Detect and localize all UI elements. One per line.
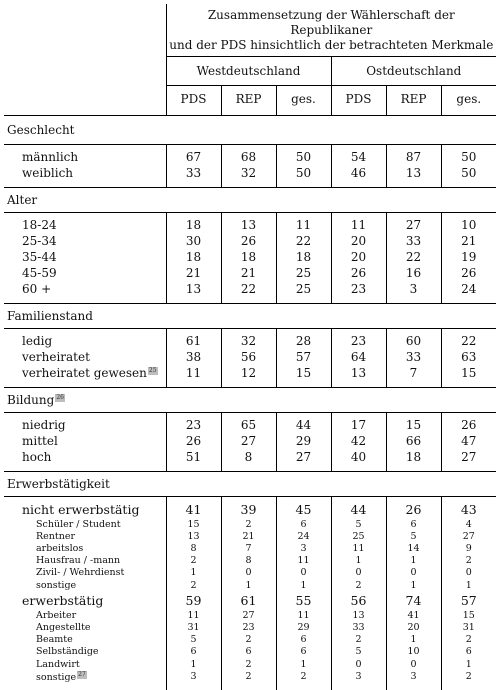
row-label-text: Arbeiter (36, 609, 77, 621)
value-cell: 0 (331, 567, 386, 579)
value-cell: 57 (441, 592, 496, 610)
row-label-text: arbeitslos (36, 542, 84, 554)
value-cell: 2 (441, 555, 496, 567)
value-cell: 43 (441, 501, 496, 519)
value-cell: 2 (221, 634, 276, 646)
table-row (4, 519, 496, 531)
value-cell: 74 (386, 592, 441, 610)
value-cell: 20 (386, 622, 441, 634)
value-cell: 1 (386, 555, 441, 567)
value-cell: 65 (221, 417, 276, 433)
col-west-rep: REP (221, 86, 276, 113)
value-cell: 87 (386, 149, 441, 165)
row-label-text: 35-44 (22, 249, 57, 264)
row-label-text: weiblich (22, 165, 74, 180)
spacer-cell (386, 684, 441, 690)
table-row (4, 580, 496, 592)
value-cell: 23 (166, 417, 221, 433)
row-label (4, 519, 166, 531)
value-cell: 15 (276, 365, 331, 381)
value-cell: 44 (276, 417, 331, 433)
value-cell: 27 (221, 433, 276, 449)
section-spacer (4, 684, 496, 690)
footnote-marker: 25 (148, 366, 157, 374)
section-header-familienstand (4, 303, 496, 328)
value-cell: 8 (221, 555, 276, 567)
value-cell: 27 (386, 217, 441, 233)
value-cell: 10 (386, 646, 441, 658)
value-cell: 26 (441, 265, 496, 281)
value-cell: 27 (441, 531, 496, 543)
value-cell: 24 (276, 531, 331, 543)
row-label (4, 622, 166, 634)
value-cell: 25 (276, 265, 331, 281)
value-cell: 9 (441, 543, 496, 555)
value-cell: 33 (166, 165, 221, 181)
value-cell: 2 (166, 555, 221, 567)
spacer-cell (221, 684, 276, 690)
table-row (4, 610, 496, 622)
value-cell: 5 (331, 646, 386, 658)
row-label-text: verheiratet (22, 349, 90, 364)
table-row (4, 671, 496, 684)
row-label (4, 333, 166, 349)
row-label (4, 433, 166, 449)
value-cell: 7 (386, 365, 441, 381)
value-cell: 64 (331, 349, 386, 365)
value-cell: 6 (166, 646, 221, 658)
region-east: Ostdeutschland (331, 57, 496, 86)
value-cell: 32 (221, 333, 276, 349)
row-label (4, 249, 166, 265)
value-cell: 5 (166, 634, 221, 646)
value-cell: 11 (166, 610, 221, 622)
section-title-text: Alter (7, 192, 38, 207)
value-cell: 8 (221, 449, 276, 465)
value-cell: 47 (441, 433, 496, 449)
table-row (4, 592, 496, 610)
col-west-pds: PDS (166, 86, 221, 113)
table-title (166, 4, 496, 57)
value-cell: 3 (386, 281, 441, 297)
table-row (4, 531, 496, 543)
table-row (4, 555, 496, 567)
spacer-cell (276, 684, 331, 690)
spacer-cell (441, 684, 496, 690)
value-cell: 27 (221, 610, 276, 622)
value-cell: 21 (441, 233, 496, 249)
value-cell: 0 (276, 567, 331, 579)
value-cell: 55 (276, 592, 331, 610)
value-cell: 15 (441, 610, 496, 622)
value-cell: 2 (331, 634, 386, 646)
value-cell: 41 (386, 610, 441, 622)
row-label-text: Angestellte (36, 621, 91, 633)
value-cell: 39 (221, 501, 276, 519)
value-cell: 57 (276, 349, 331, 365)
value-cell: 13 (331, 610, 386, 622)
value-cell: 6 (441, 646, 496, 658)
value-cell: 41 (166, 501, 221, 519)
value-cell: 33 (386, 233, 441, 249)
table-row (4, 333, 496, 349)
row-label (4, 349, 166, 365)
col-east-ges: ges. (441, 86, 496, 113)
value-cell: 21 (221, 265, 276, 281)
value-cell: 2 (441, 634, 496, 646)
value-cell: 11 (166, 365, 221, 381)
value-cell: 26 (331, 265, 386, 281)
value-cell: 50 (441, 165, 496, 181)
value-cell: 5 (331, 519, 386, 531)
table-row (4, 365, 496, 381)
value-cell: 1 (276, 580, 331, 592)
value-cell: 13 (331, 365, 386, 381)
row-label-text: Landwirt (36, 658, 80, 670)
value-cell: 20 (331, 249, 386, 265)
value-cell: 46 (331, 165, 386, 181)
table-row (4, 417, 496, 433)
row-label-text: ledig (22, 333, 53, 348)
value-cell: 6 (276, 634, 331, 646)
value-cell: 67 (166, 149, 221, 165)
row-label-text: sonstige (36, 579, 77, 591)
value-cell: 2 (331, 580, 386, 592)
section-header-bildung (4, 387, 496, 412)
value-cell: 15 (166, 519, 221, 531)
table-row (4, 634, 496, 646)
value-cell: 11 (276, 217, 331, 233)
value-cell: 24 (441, 281, 496, 297)
row-label (4, 365, 166, 381)
table-row (4, 449, 496, 465)
value-cell: 15 (386, 417, 441, 433)
table-row (4, 567, 496, 579)
row-label-text: hoch (22, 449, 52, 464)
table-row (4, 349, 496, 365)
row-label-text: sonstige (36, 671, 77, 683)
table-row (4, 233, 496, 249)
row-label-text: Hausfrau / -mann (36, 555, 121, 567)
row-label (4, 165, 166, 181)
region-west: Westdeutschland (166, 57, 331, 86)
value-cell: 25 (331, 531, 386, 543)
row-label-text: nicht erwerbstätig (22, 501, 140, 517)
value-cell: 44 (331, 501, 386, 519)
value-cell: 18 (166, 217, 221, 233)
header-title-row (4, 4, 496, 57)
row-label-text: erwerbstätig (22, 592, 104, 608)
value-cell: 8 (166, 543, 221, 555)
row-label-text: 45-59 (22, 265, 57, 280)
row-label-text: verheiratet gewesen (22, 365, 147, 380)
section-header-alter (4, 187, 496, 212)
value-cell: 19 (441, 249, 496, 265)
value-cell: 0 (386, 659, 441, 671)
value-cell: 2 (221, 671, 276, 684)
section-title-text: Erwerbstätigkeit (7, 476, 110, 491)
section-title-familienstand (4, 303, 496, 328)
value-cell: 13 (166, 531, 221, 543)
row-label (4, 501, 166, 519)
section-header-geschlecht (4, 115, 496, 144)
value-cell: 3 (331, 671, 386, 684)
value-cell: 56 (221, 349, 276, 365)
row-label (4, 265, 166, 281)
value-cell: 11 (276, 610, 331, 622)
row-label (4, 659, 166, 671)
row-label-text: männlich (22, 149, 79, 164)
value-cell: 28 (276, 333, 331, 349)
value-cell: 56 (331, 592, 386, 610)
value-cell: 50 (441, 149, 496, 165)
value-cell: 1 (331, 555, 386, 567)
value-cell: 2 (166, 580, 221, 592)
value-cell: 31 (441, 622, 496, 634)
table-row (4, 149, 496, 165)
row-label-text: 25-34 (22, 233, 57, 248)
spacer-label (4, 684, 166, 690)
spacer-cell (166, 684, 221, 690)
value-cell: 51 (166, 449, 221, 465)
value-cell: 45 (276, 501, 331, 519)
row-label-text: 18-24 (22, 217, 57, 232)
table-row (4, 265, 496, 281)
table-row (4, 281, 496, 297)
value-cell: 13 (221, 217, 276, 233)
spacer-cell (331, 684, 386, 690)
row-label-text: niedrig (22, 417, 66, 432)
value-cell: 26 (386, 501, 441, 519)
col-east-rep: REP (386, 86, 441, 113)
value-cell: 31 (166, 622, 221, 634)
row-label (4, 233, 166, 249)
table-title-line1: Zusammensetzung der Wählerschaft der Republikaner (207, 8, 455, 37)
value-cell: 30 (166, 233, 221, 249)
value-cell: 25 (276, 281, 331, 297)
value-cell: 11 (276, 555, 331, 567)
value-cell: 1 (221, 580, 276, 592)
value-cell: 60 (386, 333, 441, 349)
value-cell: 50 (276, 165, 331, 181)
row-label (4, 449, 166, 465)
value-cell: 17 (331, 417, 386, 433)
value-cell: 61 (166, 333, 221, 349)
value-cell: 42 (331, 433, 386, 449)
value-cell: 6 (276, 646, 331, 658)
section-title-bildung (4, 387, 496, 412)
value-cell: 7 (221, 543, 276, 555)
value-cell: 26 (441, 417, 496, 433)
value-cell: 6 (386, 519, 441, 531)
row-label (4, 149, 166, 165)
value-cell: 50 (276, 149, 331, 165)
col-west-ges: ges. (276, 86, 331, 113)
table-row (4, 165, 496, 181)
value-cell: 18 (166, 249, 221, 265)
table-row (4, 622, 496, 634)
col-east-pds: PDS (331, 86, 386, 113)
value-cell: 3 (276, 543, 331, 555)
value-cell: 2 (221, 659, 276, 671)
value-cell: 13 (166, 281, 221, 297)
row-label-text: Rentner (36, 530, 75, 542)
value-cell: 27 (441, 449, 496, 465)
value-cell: 21 (166, 265, 221, 281)
value-cell: 22 (441, 333, 496, 349)
value-cell: 6 (276, 519, 331, 531)
value-cell: 27 (276, 449, 331, 465)
row-label-text: 60 + (22, 281, 52, 296)
row-label-text: Selbständige (36, 646, 99, 658)
value-cell: 3 (386, 671, 441, 684)
row-label-text: Schüler / Student (36, 518, 121, 530)
value-cell: 1 (166, 567, 221, 579)
value-cell: 0 (386, 567, 441, 579)
row-label (4, 567, 166, 579)
value-cell: 23 (221, 622, 276, 634)
row-label (4, 592, 166, 610)
row-label-text: mittel (22, 433, 58, 448)
value-cell: 23 (331, 333, 386, 349)
section-title-erwerb (4, 471, 496, 496)
value-cell: 10 (441, 217, 496, 233)
value-cell: 18 (221, 249, 276, 265)
value-cell: 18 (276, 249, 331, 265)
row-label-text: Zivil- / Wehrdienst (36, 567, 125, 579)
section-header-erwerb (4, 471, 496, 496)
value-cell: 3 (166, 671, 221, 684)
value-cell: 26 (221, 233, 276, 249)
value-cell: 5 (386, 531, 441, 543)
footnote-marker: 26 (56, 393, 64, 401)
section-title-alter (4, 187, 496, 212)
row-label (4, 543, 166, 555)
row-label (4, 646, 166, 658)
table-row (4, 543, 496, 555)
value-cell: 18 (386, 449, 441, 465)
value-cell: 12 (221, 365, 276, 381)
row-label (4, 417, 166, 433)
value-cell: 16 (386, 265, 441, 281)
data-table-page (4, 4, 496, 683)
value-cell: 1 (441, 659, 496, 671)
value-cell: 14 (386, 543, 441, 555)
row-label (4, 217, 166, 233)
row-label (4, 281, 166, 297)
section-title-text: Familienstand (7, 308, 93, 323)
table-title-line2: und der PDS hinsichtlich der betrachteten Merkmale (169, 38, 494, 52)
value-cell: 1 (386, 634, 441, 646)
section-title-geschlecht (4, 115, 496, 144)
table-row (4, 659, 496, 671)
table-row (4, 433, 496, 449)
row-label-text: Beamte (36, 634, 73, 646)
value-cell: 32 (221, 165, 276, 181)
value-cell: 54 (331, 149, 386, 165)
value-cell: 15 (441, 365, 496, 381)
value-cell: 66 (386, 433, 441, 449)
value-cell: 29 (276, 622, 331, 634)
value-cell: 22 (386, 249, 441, 265)
value-cell: 68 (221, 149, 276, 165)
table-row (4, 501, 496, 519)
value-cell: 22 (276, 233, 331, 249)
value-cell: 0 (441, 567, 496, 579)
value-cell: 13 (386, 165, 441, 181)
voter-composition-table (4, 4, 496, 690)
value-cell: 23 (331, 281, 386, 297)
footnote-marker: 27 (78, 670, 86, 678)
value-cell: 29 (276, 433, 331, 449)
table-row (4, 249, 496, 265)
value-cell: 1 (166, 659, 221, 671)
header-stub (4, 4, 166, 115)
value-cell: 2 (276, 671, 331, 684)
value-cell: 40 (331, 449, 386, 465)
value-cell: 0 (331, 659, 386, 671)
value-cell: 1 (441, 580, 496, 592)
value-cell: 11 (331, 217, 386, 233)
row-label (4, 671, 166, 684)
value-cell: 26 (166, 433, 221, 449)
value-cell: 22 (221, 281, 276, 297)
row-label (4, 555, 166, 567)
value-cell: 1 (276, 659, 331, 671)
section-title-text: Bildung (7, 392, 55, 407)
value-cell: 33 (331, 622, 386, 634)
value-cell: 20 (331, 233, 386, 249)
value-cell: 2 (221, 519, 276, 531)
value-cell: 1 (386, 580, 441, 592)
value-cell: 6 (221, 646, 276, 658)
table-row (4, 646, 496, 658)
value-cell: 33 (386, 349, 441, 365)
row-label (4, 634, 166, 646)
row-label (4, 531, 166, 543)
value-cell: 2 (441, 671, 496, 684)
value-cell: 63 (441, 349, 496, 365)
value-cell: 4 (441, 519, 496, 531)
row-label (4, 610, 166, 622)
value-cell: 0 (221, 567, 276, 579)
section-title-text: Geschlecht (7, 122, 75, 137)
row-label (4, 580, 166, 592)
value-cell: 11 (331, 543, 386, 555)
value-cell: 38 (166, 349, 221, 365)
value-cell: 21 (221, 531, 276, 543)
table-row (4, 217, 496, 233)
value-cell: 59 (166, 592, 221, 610)
value-cell: 61 (221, 592, 276, 610)
